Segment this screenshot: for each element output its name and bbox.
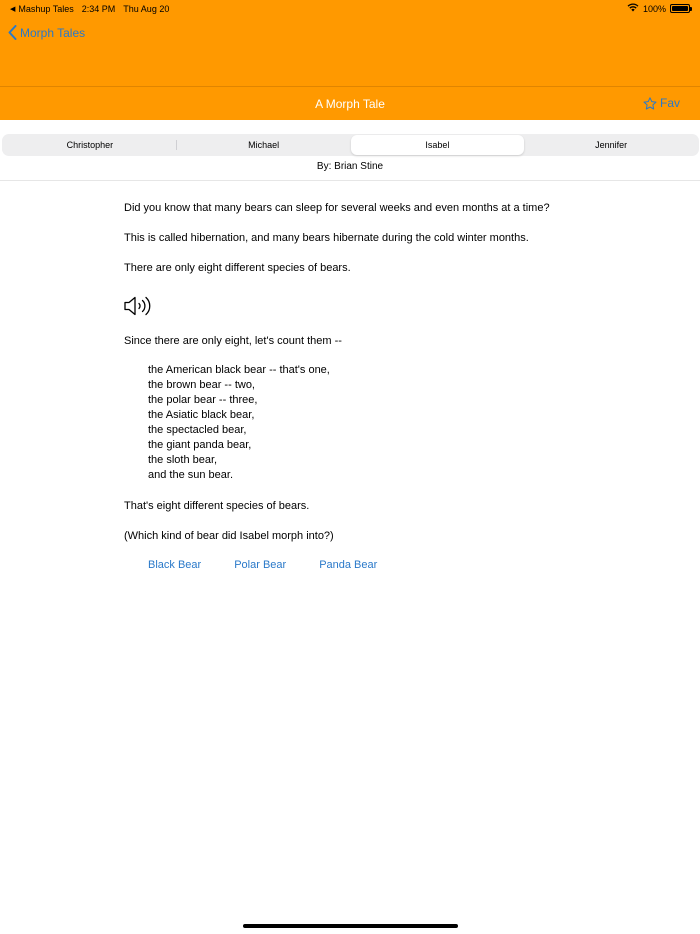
list-item: the giant panda bear, bbox=[148, 439, 252, 451]
list-item: the brown bear -- two, bbox=[148, 379, 255, 391]
back-button-label: Morph Tales bbox=[20, 25, 86, 40]
star-icon bbox=[643, 97, 657, 110]
choice-polar-bear-link[interactable]: Polar Bear bbox=[234, 559, 287, 571]
header-bar bbox=[0, 0, 700, 120]
list-item: the spectacled bear, bbox=[148, 424, 247, 436]
page-title: A Morph Tale bbox=[315, 97, 385, 111]
fav-label: Fav bbox=[659, 96, 680, 110]
speaker-icon[interactable] bbox=[124, 295, 154, 317]
story-paragraph-3: There are only eight different species of bears. bbox=[124, 262, 351, 274]
back-button[interactable] bbox=[8, 25, 85, 40]
choice-black-bear-link[interactable]: Black Bear bbox=[148, 559, 202, 571]
story-question: (Which kind of bear did Isabel morph into?) bbox=[124, 530, 334, 542]
answer-choices bbox=[148, 559, 377, 571]
tab-isabel[interactable]: Isabel bbox=[351, 135, 525, 155]
tab-christopher[interactable]: Christopher bbox=[3, 135, 177, 155]
status-left bbox=[10, 4, 169, 14]
choice-panda-bear-link[interactable]: Panda Bear bbox=[319, 559, 378, 571]
list-item: the Asiatic black bear, bbox=[148, 409, 255, 421]
status-bar bbox=[0, 0, 700, 18]
list-item: the sloth bear, bbox=[148, 454, 218, 466]
fav-button[interactable] bbox=[643, 96, 680, 110]
list-item: the American black bear -- that's one, bbox=[148, 364, 330, 376]
nav-divider bbox=[0, 86, 700, 87]
wifi-icon bbox=[627, 3, 639, 14]
story-paragraph-1: Did you know that many bears can sleep for several weeks and even months at a time? bbox=[124, 202, 550, 214]
status-right bbox=[627, 3, 690, 14]
battery-icon bbox=[670, 4, 690, 13]
author-byline: By: Brian Stine bbox=[316, 161, 384, 172]
tab-jennifer[interactable]: Jennifer bbox=[595, 140, 628, 150]
back-to-app-label[interactable]: Mashup Tales bbox=[18, 4, 74, 14]
chevron-left-icon bbox=[8, 25, 17, 40]
list-item: and the sun bear. bbox=[148, 469, 234, 481]
home-indicator[interactable] bbox=[243, 924, 458, 928]
story-paragraph-5: That's eight different species of bears. bbox=[124, 500, 310, 512]
back-to-app-icon[interactable]: ◀ bbox=[10, 6, 16, 13]
bear-species-list bbox=[148, 363, 330, 483]
story-paragraph-2: This is called hibernation, and many bears hibernate during the cold winter months. bbox=[124, 232, 529, 244]
story-paragraph-4: Since there are only eight, let's count them -- bbox=[124, 335, 342, 347]
status-date: Thu Aug 20 bbox=[123, 4, 170, 14]
byline-divider bbox=[0, 180, 700, 181]
status-time: 2:34 PM bbox=[81, 4, 116, 14]
list-item: the polar bear -- three, bbox=[148, 394, 258, 406]
character-segmented-control bbox=[2, 134, 699, 156]
battery-percent: 100% bbox=[642, 3, 666, 14]
battery-fill bbox=[672, 6, 688, 11]
tab-michael[interactable]: Michael bbox=[248, 140, 280, 150]
